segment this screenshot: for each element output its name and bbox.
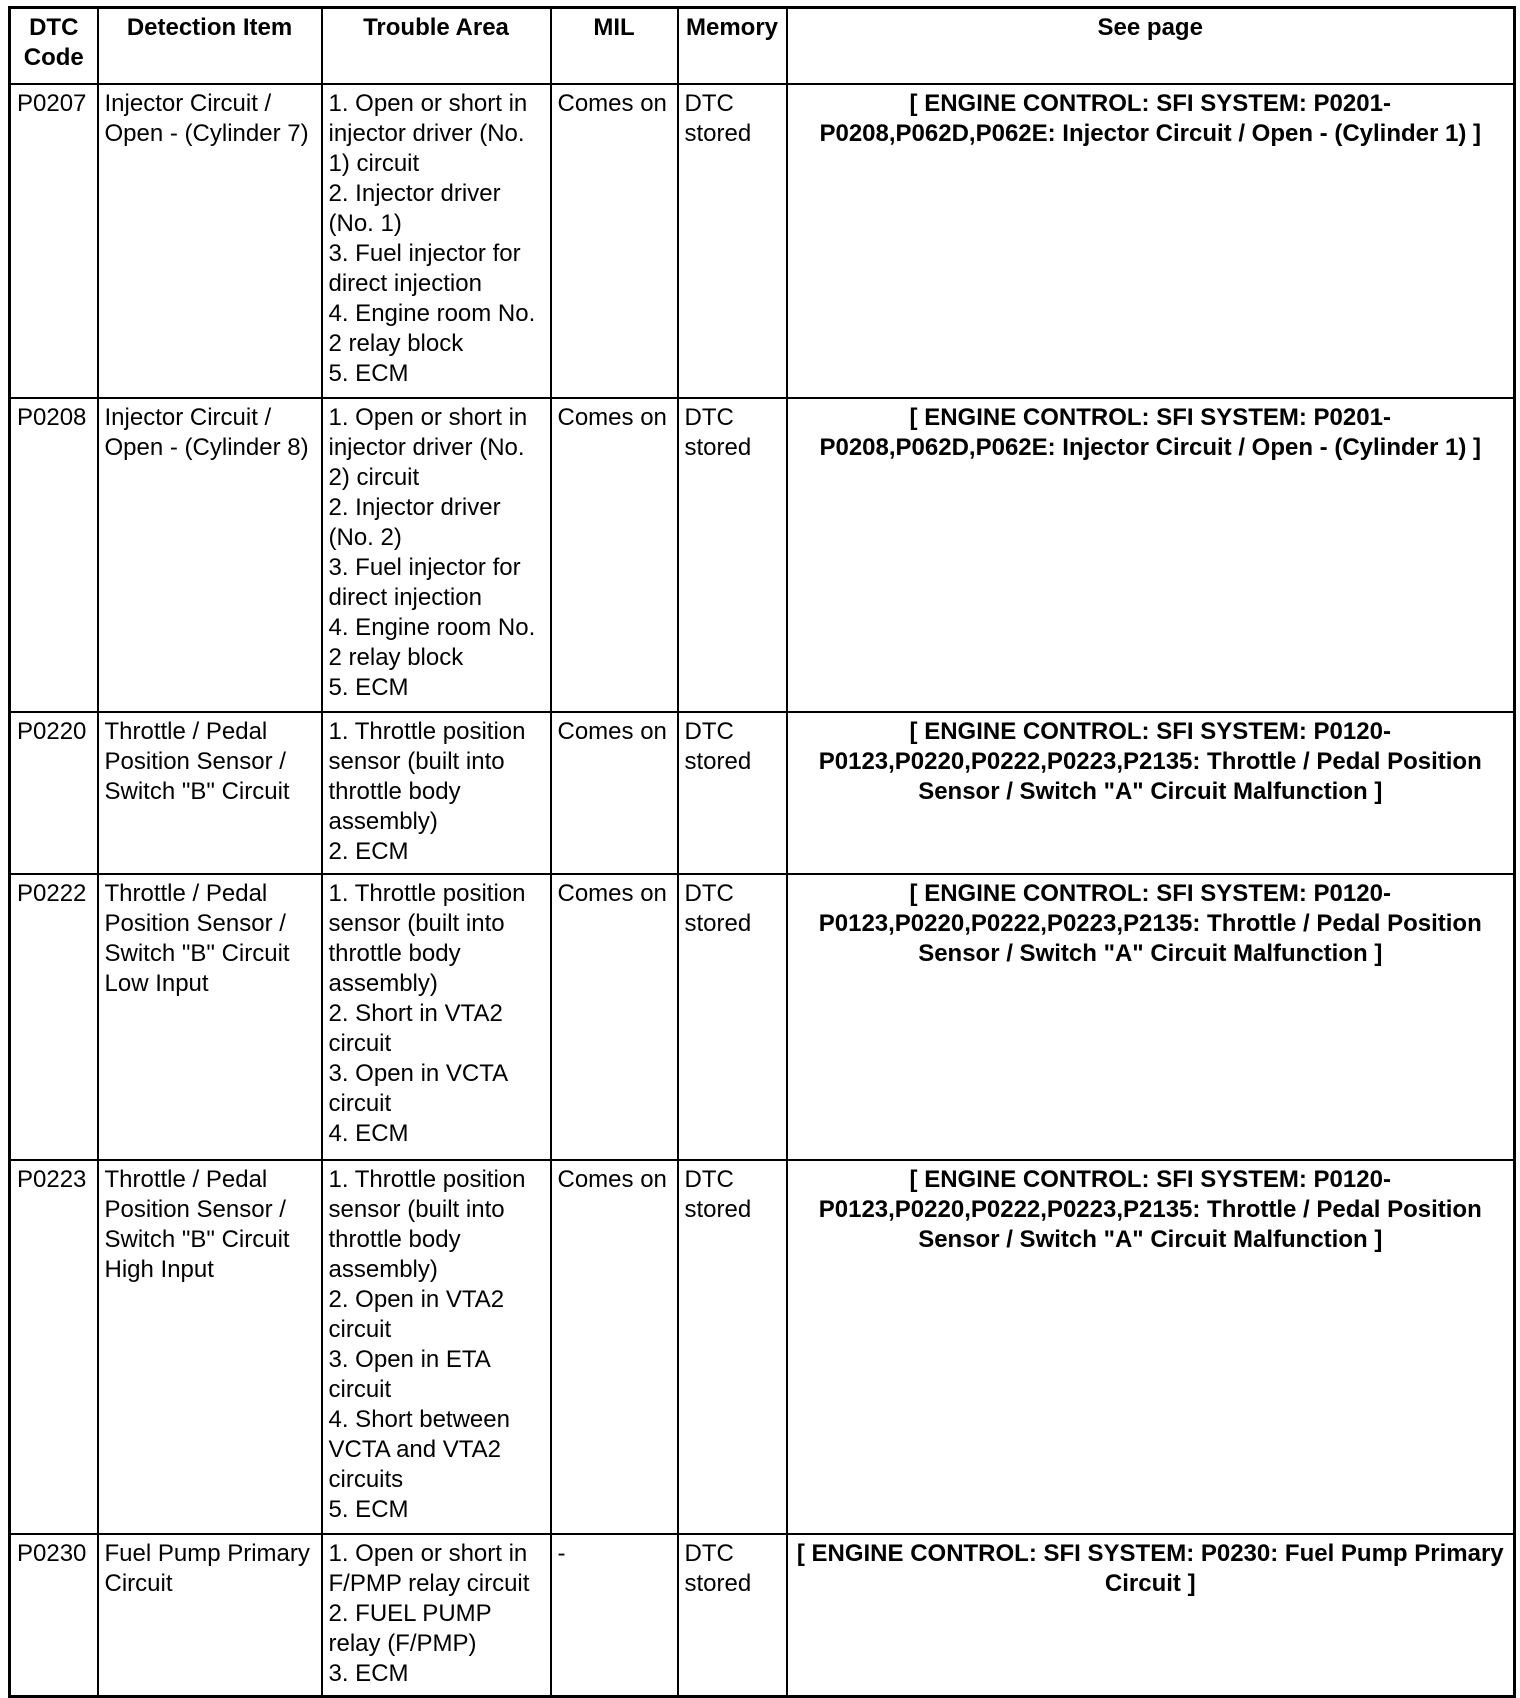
trouble-area-line: 1. Open or short in injector driver (No. 2) circuit bbox=[328, 404, 528, 491]
memory-cell: DTC stored bbox=[678, 398, 787, 712]
see-page-cell: [ ENGINE CONTROL: SFI SYSTEM: P0120-P0123,P0220,P0222,P0223,P2135: Throttle / Pedal Position Sensor / Switch "A" Circuit Malfunction ] bbox=[787, 874, 1515, 1160]
dtc-code-cell: P0223 bbox=[10, 1160, 98, 1534]
dtc-table bbox=[8, 6, 1516, 1698]
trouble-area-line: 4. Short between VCTA and VTA2 circuits bbox=[328, 1406, 510, 1493]
trouble-area-line: 3. Fuel injector for direct injection bbox=[328, 240, 521, 297]
dtc-table-page bbox=[8, 6, 1513, 1698]
see-page-cell: [ ENGINE CONTROL: SFI SYSTEM: P0201-P0208,P062D,P062E: Injector Circuit / Open - (Cylinder 1) ] bbox=[787, 398, 1515, 712]
trouble-area-line: 1. Throttle position sensor (built into throttle body assembly) bbox=[328, 1166, 526, 1283]
memory-cell: DTC stored bbox=[678, 84, 787, 398]
memory-cell: DTC stored bbox=[678, 1534, 787, 1696]
see-page-cell: [ ENGINE CONTROL: SFI SYSTEM: P0230: Fuel Pump Primary Circuit ] bbox=[787, 1534, 1515, 1696]
detection-item-cell: Throttle / Pedal Position Sensor / Switch "B" Circuit Low Input bbox=[98, 874, 322, 1160]
memory-cell: DTC stored bbox=[678, 874, 787, 1160]
trouble-area-line: 4. Engine room No. 2 relay block bbox=[328, 614, 536, 671]
table-row bbox=[10, 712, 1515, 874]
trouble-area-line: 1. Open or short in F/PMP relay circuit bbox=[328, 1540, 530, 1597]
trouble-area-line: 2. Injector driver (No. 1) bbox=[328, 180, 501, 237]
detection-item-cell: Throttle / Pedal Position Sensor / Switch "B" Circuit bbox=[98, 712, 322, 874]
table-row bbox=[10, 874, 1515, 1160]
mil-cell: Comes on bbox=[551, 398, 678, 712]
dtc-code-cell: P0222 bbox=[10, 874, 98, 1160]
trouble-area-line: 3. Open in VCTA circuit bbox=[328, 1060, 507, 1117]
table-row bbox=[10, 84, 1515, 398]
table-row bbox=[10, 1534, 1515, 1696]
trouble-area-cell bbox=[322, 712, 551, 874]
dtc-code-cell: P0220 bbox=[10, 712, 98, 874]
trouble-area-line: 1. Open or short in injector driver (No. 1) circuit bbox=[328, 90, 528, 177]
trouble-area-line: 2. Injector driver (No. 2) bbox=[328, 494, 501, 551]
trouble-area-line: 1. Throttle position sensor (built into throttle body assembly) bbox=[328, 718, 526, 835]
dtc-code-cell: P0208 bbox=[10, 398, 98, 712]
see-page-cell: [ ENGINE CONTROL: SFI SYSTEM: P0201-P0208,P062D,P062E: Injector Circuit / Open - (Cylinder 1) ] bbox=[787, 84, 1515, 398]
see-page-cell: [ ENGINE CONTROL: SFI SYSTEM: P0120-P0123,P0220,P0222,P0223,P2135: Throttle / Pedal Position Sensor / Switch "A" Circuit Malfunction ] bbox=[787, 1160, 1515, 1534]
header-see-page: See page bbox=[787, 8, 1515, 85]
mil-cell: Comes on bbox=[551, 84, 678, 398]
header-mil: MIL bbox=[551, 8, 678, 85]
trouble-area-line: 2. Open in VTA2 circuit bbox=[328, 1286, 505, 1343]
trouble-area-cell bbox=[322, 84, 551, 398]
trouble-area-cell bbox=[322, 1160, 551, 1534]
trouble-area-line: 1. Throttle position sensor (built into throttle body assembly) bbox=[328, 880, 526, 997]
trouble-area-line: 5. ECM bbox=[328, 360, 409, 387]
dtc-code-cell: P0230 bbox=[10, 1534, 98, 1696]
trouble-area-line: 2. FUEL PUMP relay (F/PMP) bbox=[328, 1600, 492, 1657]
trouble-area-cell bbox=[322, 874, 551, 1160]
trouble-area-line: 4. Engine room No. 2 relay block bbox=[328, 300, 536, 357]
trouble-area-cell bbox=[322, 1534, 551, 1696]
trouble-area-line: 5. ECM bbox=[328, 1496, 409, 1523]
table-row bbox=[10, 398, 1515, 712]
see-page-cell: [ ENGINE CONTROL: SFI SYSTEM: P0120-P0123,P0220,P0222,P0223,P2135: Throttle / Pedal Position Sensor / Switch "A" Circuit Malfunction ] bbox=[787, 712, 1515, 874]
memory-cell: DTC stored bbox=[678, 712, 787, 874]
trouble-area-line: 4. ECM bbox=[328, 1120, 409, 1147]
dtc-code-cell: P0207 bbox=[10, 84, 98, 398]
trouble-area-line: 5. ECM bbox=[328, 674, 409, 701]
mil-cell: Comes on bbox=[551, 1160, 678, 1534]
mil-cell: Comes on bbox=[551, 712, 678, 874]
trouble-area-line: 3. Open in ETA circuit bbox=[328, 1346, 490, 1403]
header-trouble-area: Trouble Area bbox=[322, 8, 551, 85]
header-detection-item: Detection Item bbox=[98, 8, 322, 85]
trouble-area-line: 3. Fuel injector for direct injection bbox=[328, 554, 521, 611]
detection-item-cell: Injector Circuit / Open - (Cylinder 7) bbox=[98, 84, 322, 398]
detection-item-cell: Injector Circuit / Open - (Cylinder 8) bbox=[98, 398, 322, 712]
memory-cell: DTC stored bbox=[678, 1160, 787, 1534]
mil-cell: Comes on bbox=[551, 874, 678, 1160]
trouble-area-cell bbox=[322, 398, 551, 712]
header-dtc-code: DTC Code bbox=[10, 8, 98, 85]
table-row bbox=[10, 1160, 1515, 1534]
header-memory: Memory bbox=[678, 8, 787, 85]
trouble-area-line: 3. ECM bbox=[328, 1660, 409, 1687]
detection-item-cell: Throttle / Pedal Position Sensor / Switch "B" Circuit High Input bbox=[98, 1160, 322, 1534]
trouble-area-line: 2. Short in VTA2 circuit bbox=[328, 1000, 503, 1057]
mil-cell: - bbox=[551, 1534, 678, 1696]
trouble-area-line: 2. ECM bbox=[328, 838, 409, 865]
detection-item-cell: Fuel Pump Primary Circuit bbox=[98, 1534, 322, 1696]
header-row bbox=[10, 8, 1515, 85]
